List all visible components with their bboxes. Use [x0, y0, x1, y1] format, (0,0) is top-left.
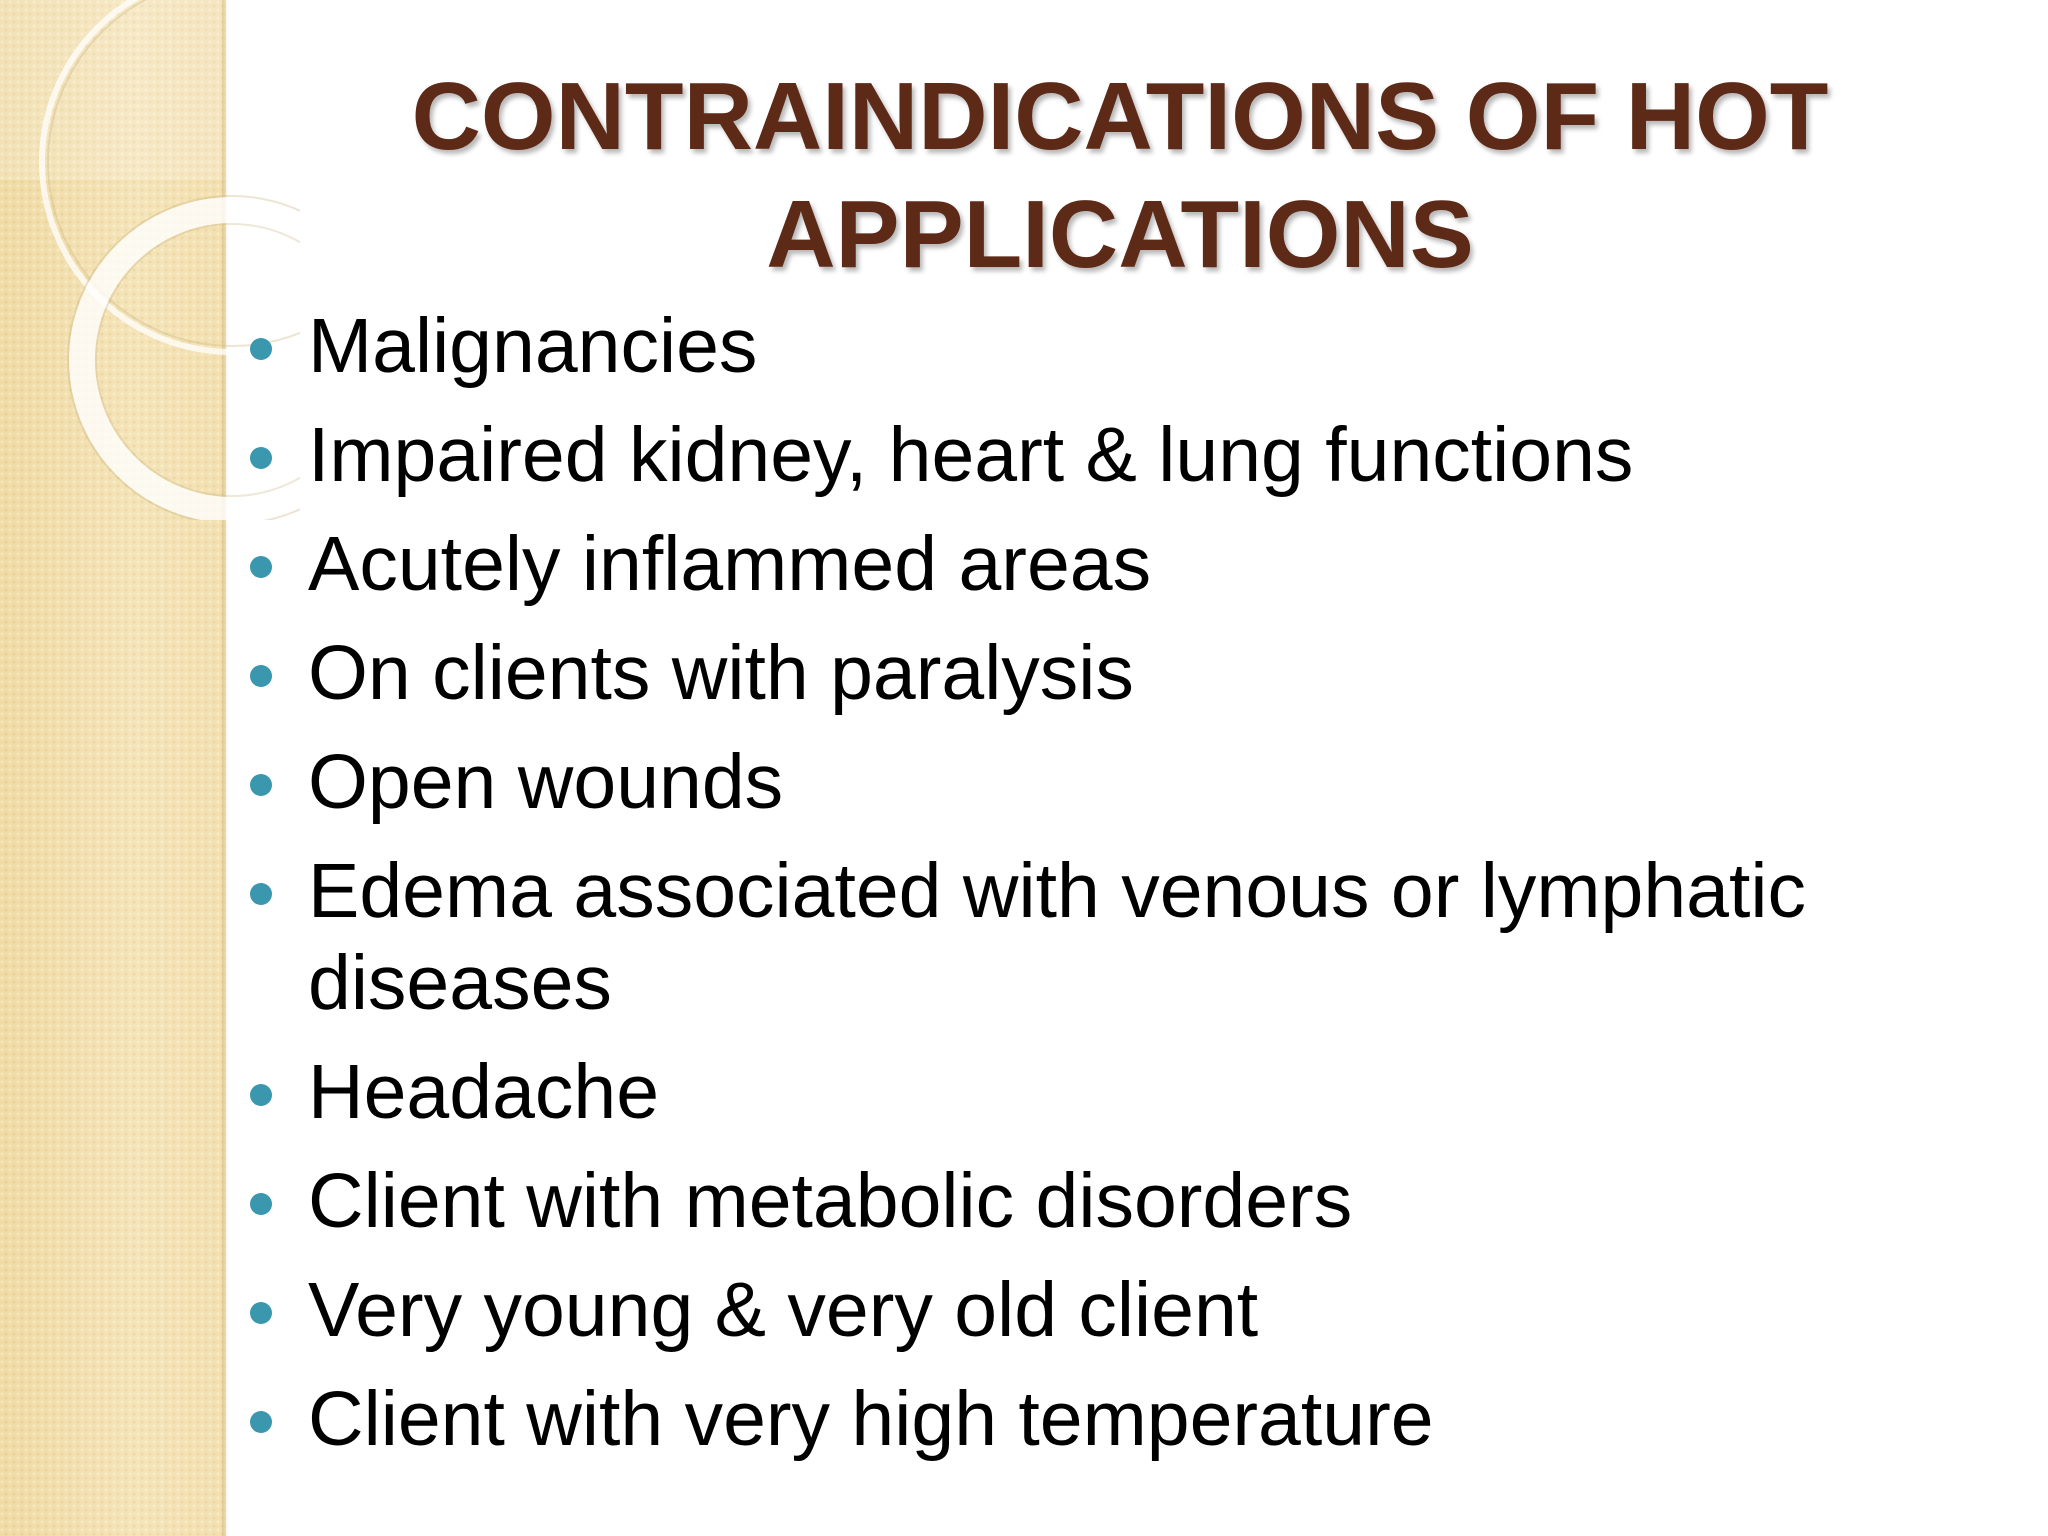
list-item-text: On clients with paralysis [308, 630, 1134, 716]
list-item [240, 845, 2020, 1029]
circle-bullet-icon [250, 1411, 272, 1433]
list-item-text: Acutely inflammed areas [308, 521, 1152, 607]
list-item [240, 627, 2020, 719]
circle-bullet-icon [250, 556, 272, 578]
list-item [240, 1373, 2020, 1465]
circle-bullet-icon [250, 883, 272, 905]
list-item [240, 1264, 2020, 1356]
list-item-text: Impaired kidney, heart & lung functions [308, 412, 1634, 498]
circle-bullet-icon [250, 774, 272, 796]
list-item-text: Edema associated with venous or lymphatic diseases [308, 848, 1806, 1026]
slide-title: CONTRAINDICATIONS OF HOT APPLICATIONS [411, 63, 1829, 288]
list-item [240, 736, 2020, 828]
list-item [240, 518, 2020, 610]
circle-bullet-icon [250, 338, 272, 360]
list-item-text: Headache [308, 1049, 660, 1135]
list-item [240, 409, 2020, 501]
list-item-text: Client with metabolic disorders [308, 1158, 1353, 1244]
bullet-list [240, 300, 2020, 1482]
circle-bullet-icon [250, 1084, 272, 1106]
list-item-text: Open wounds [308, 739, 784, 825]
list-item [240, 1046, 2020, 1138]
circle-bullet-icon [250, 1193, 272, 1215]
list-item [240, 1155, 2020, 1247]
circle-bullet-icon [250, 665, 272, 687]
list-item-text: Malignancies [308, 303, 758, 389]
list-item-text: Client with very high temperature [308, 1376, 1434, 1462]
circle-bullet-icon [250, 1302, 272, 1324]
list-item [240, 300, 2020, 392]
list-item-text: Very young & very old client [308, 1267, 1259, 1353]
circle-bullet-icon [250, 447, 272, 469]
